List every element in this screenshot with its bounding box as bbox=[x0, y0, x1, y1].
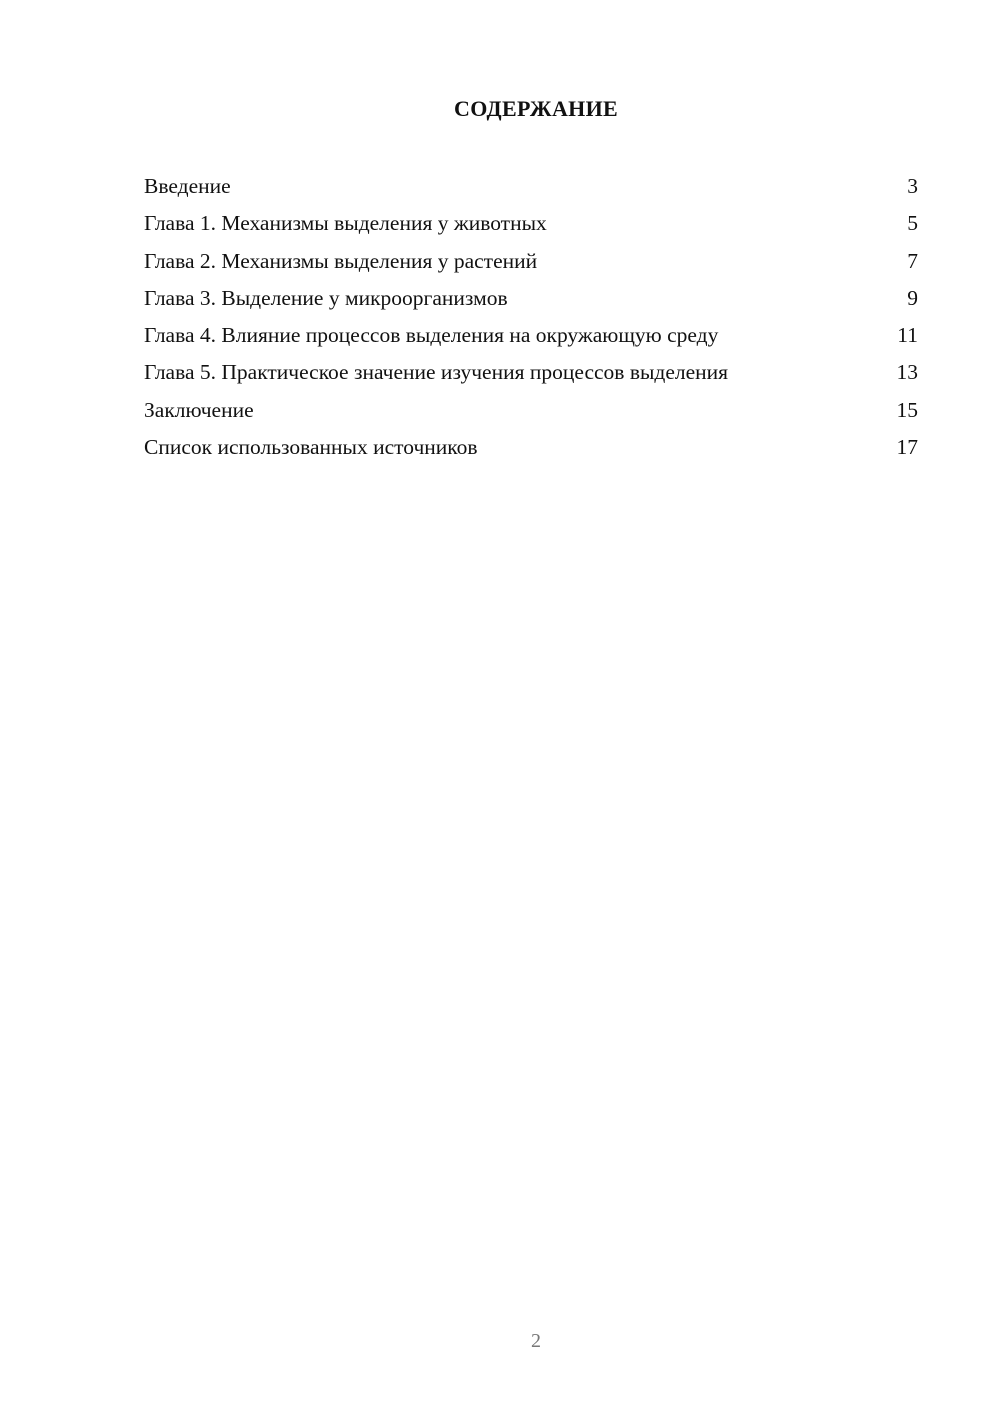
toc-entry bbox=[144, 317, 918, 354]
toc-entry bbox=[144, 168, 918, 205]
toc-entry-page: 9 bbox=[907, 285, 918, 310]
toc-entry-label: Глава 1. Механизмы выделения у животных bbox=[144, 211, 547, 236]
toc-entry-page: 17 bbox=[896, 435, 918, 460]
toc-entry-page: 15 bbox=[896, 397, 918, 422]
toc-entry-label: Введение bbox=[144, 174, 231, 198]
toc-entry bbox=[144, 392, 918, 429]
page-title: СОДЕРЖАНИЕ bbox=[454, 96, 618, 121]
toc-entry-label: Глава 5. Практическое значение изучения процессов выделения bbox=[144, 360, 729, 385]
toc-entry bbox=[144, 205, 918, 242]
toc-entry-page: 13 bbox=[896, 360, 918, 385]
toc-entry bbox=[144, 243, 918, 280]
toc-entry-label: Список использованных источников bbox=[144, 435, 478, 460]
toc-entry bbox=[144, 429, 918, 466]
toc-entry-label: Глава 4. Влияние процессов выделения на окружающую среду bbox=[144, 323, 719, 348]
toc-entry bbox=[144, 280, 918, 317]
toc-entry-label: Глава 3. Выделение у микроорганизмов bbox=[144, 285, 508, 310]
page-number: 2 bbox=[531, 1330, 541, 1352]
toc-entry-label: Глава 2. Механизмы выделения у растений bbox=[144, 248, 538, 273]
table-of-contents bbox=[144, 168, 918, 466]
toc-entry-page: 7 bbox=[907, 248, 918, 273]
toc-entry-label: Заключение bbox=[144, 397, 254, 422]
toc-entry bbox=[144, 354, 918, 391]
toc-entry-page: 5 bbox=[907, 211, 918, 236]
toc-entry-page: 11 bbox=[897, 323, 918, 348]
toc-entry-page: 3 bbox=[907, 174, 918, 198]
